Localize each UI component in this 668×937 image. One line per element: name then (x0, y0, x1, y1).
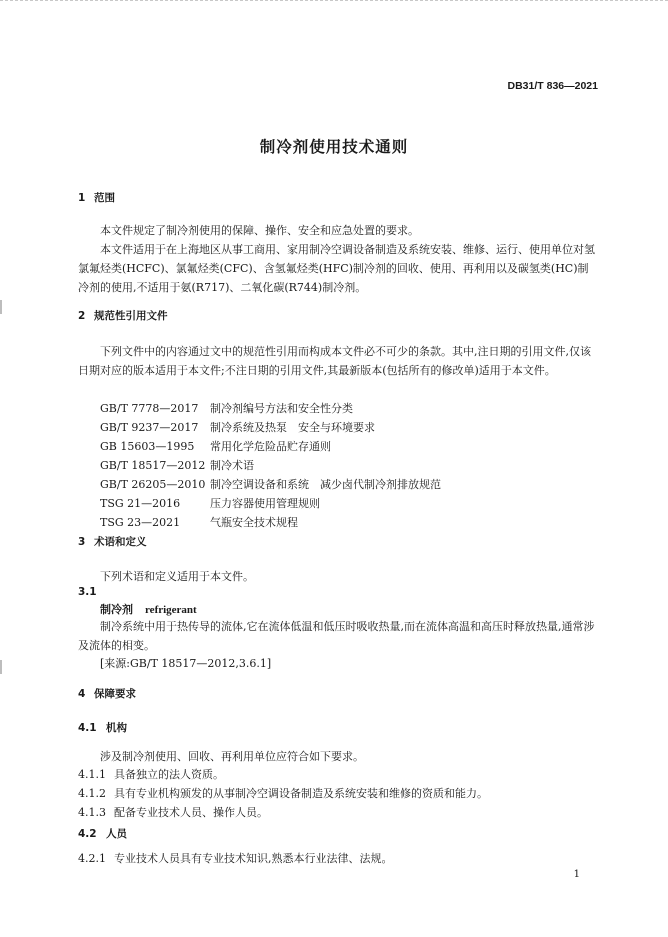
requirement-item: 4.1.1 具备独立的法人资质。 (78, 768, 224, 781)
term-source: [来源:GB/T 18517—2012,3.6.1] (100, 657, 272, 670)
section-heading-terms: 3 术语和定义 (78, 536, 147, 548)
standard-number: DB31/T 836—2021 (507, 80, 598, 92)
subsection-heading-organization: 4.1 机构 (78, 722, 127, 734)
scope-paragraph-1: 本文件规定了制冷剂使用的保障、操作、安全和应急处置的要求。 (100, 224, 419, 237)
terms-intro: 下列术语和定义适用于本文件。 (100, 570, 254, 583)
scan-edge-mark (0, 300, 2, 314)
reference-item: TSG 21—2016 压力容器使用管理规则 (100, 497, 320, 510)
reference-item: GB/T 7778—2017 制冷剂编号方法和安全性分类 (100, 402, 353, 415)
top-scan-border (0, 0, 668, 4)
requirement-item: 4.1.2 具有专业机构颁发的从事制冷空调设备制造及系统安装和维修的资质和能力。 (78, 787, 488, 800)
section-heading-normative-references: 2 规范性引用文件 (78, 310, 168, 322)
requirement-item: 4.1.3 配备专业技术人员、操作人员。 (78, 806, 268, 819)
requirement-item: 4.2.1 专业技术人员具有专业技术知识,熟悉本行业法律、法规。 (78, 852, 393, 865)
reference-item: GB/T 18517—2012 制冷术语 (100, 459, 254, 472)
organization-intro: 涉及制冷剂使用、回收、再利用单位应符合如下要求。 (100, 750, 364, 763)
reference-item: GB/T 9237—2017 制冷系统及热泵 安全与环境要求 (100, 421, 375, 434)
references-intro: 下列文件中的内容通过文中的规范性引用而构成本文件必不可少的条款。其中,注日期的引用文件,仅该日期对应的版本适用于本文件;不注日期的引用文件,其最新版本(包括所有的修改单)适用于本文件。 (78, 345, 591, 377)
reference-item: GB/T 26205—2010 制冷空调设备和系统 减少卤代制冷剂排放规范 (100, 478, 441, 491)
subsection-heading-personnel: 4.2 人员 (78, 828, 127, 840)
reference-item: TSG 23—2021 气瓶安全技术规程 (100, 516, 298, 529)
page-number: 1 (573, 869, 580, 880)
term-number: 3.1 (78, 586, 97, 598)
section-heading-requirements: 4 保障要求 (78, 688, 136, 700)
scope-paragraph-2: 本文件适用于在上海地区从事工商用、家用制冷空调设备制造及系统安装、维修、运行、使用单位对氢氯氟烃类(HCFC)、氯氟烃类(CFC)、含氢氟烃类(HFC)制冷剂的回收、使用、再利用以及碳氢类(HC)制冷剂的使用,不适用于氨(R717)、二氧化碳(R744)制冷剂。 (78, 243, 595, 294)
scan-edge-mark (0, 660, 2, 674)
section-heading-scope: 1 范围 (78, 192, 115, 204)
reference-item: GB 15603—1995 常用化学危险品贮存通则 (100, 440, 331, 453)
term-definition: 制冷系统中用于热传导的流体,它在流体低温和低压时吸收热量,而在流体高温和高压时释放热量,通常涉及流体的相变。 (78, 620, 595, 652)
document-title: 制冷剂使用技术通则 (259, 138, 409, 156)
term-name: 制冷剂 refrigerant (100, 603, 197, 616)
